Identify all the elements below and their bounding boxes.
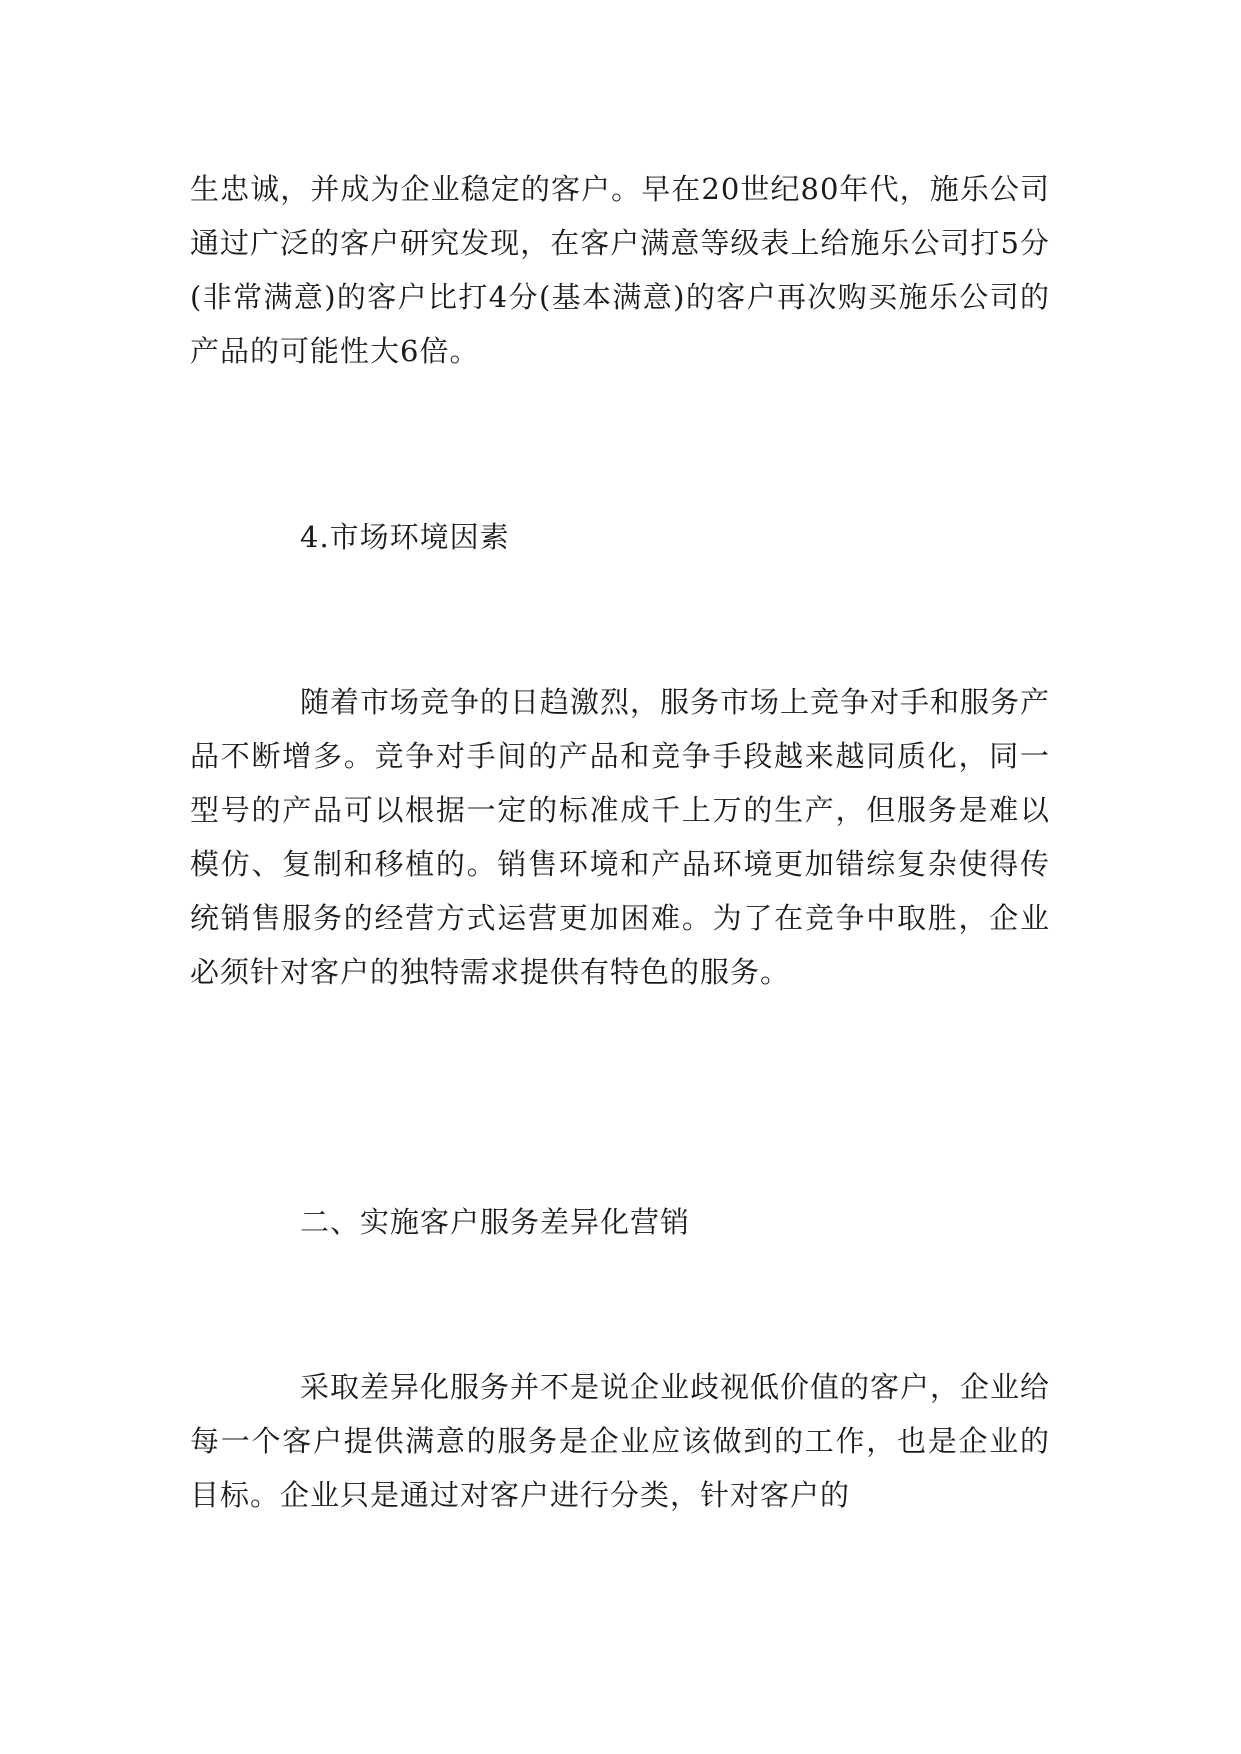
paragraph-market-competition: 随着市场竞争的日趋激烈，服务市场上竞争对手和服务产品不断增多。竞争对手间的产品和竞争手段越来越同质化，同一型号的产品可以根据一定的标准成千上万的生产，但服务是难以模仿、复制和移植的。销售环境和产品环境更加错综复杂使得传统销售服务的经营方式运营更加困难。为了在竞争中取胜，企业必须针对客户的独特需求提供有特色的服务。 [190, 685, 1051, 989]
section-heading-differentiated-marketing: 二、实施客户服务差异化营销 [300, 1205, 691, 1239]
paragraph-differentiated-service: 采取差异化服务并不是说企业歧视低价值的客户，企业给每一个客户提供满意的服务是企业应该做到的工作，也是企业的目标。企业只是通过对客户进行分类，针对客户的 [190, 1370, 1051, 1512]
paragraph-customer-loyalty: 生忠诚，并成为企业稳定的客户。早在20世纪80年代，施乐公司通过广泛的客户研究发现，在客户满意等级表上给施乐公司打5分(非常满意)的客户比打4分(基本满意)的客户再次购买施乐公司的产品的可能性大6倍。 [190, 172, 1050, 368]
section-heading-market-environment: 4.市场环境因素 [300, 520, 510, 554]
